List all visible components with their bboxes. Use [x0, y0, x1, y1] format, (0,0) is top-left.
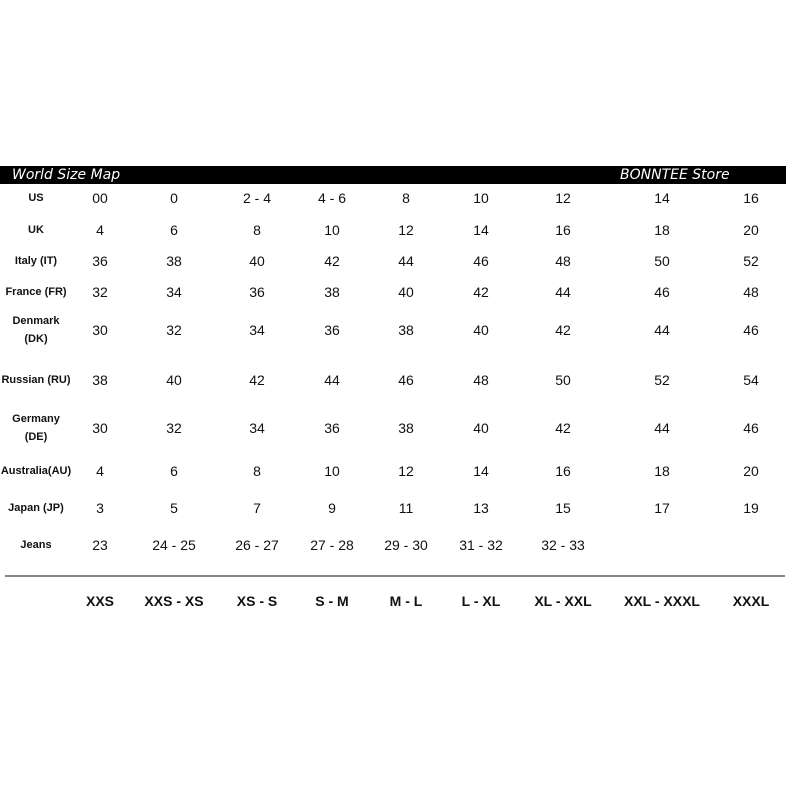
table-cell: 38	[324, 284, 340, 300]
row-label-line: UK	[28, 224, 44, 236]
table-cell: 40	[249, 253, 265, 269]
table-cell: 38	[166, 253, 182, 269]
table-cell: 40	[473, 322, 489, 338]
table-cell: 31 - 32	[459, 537, 503, 553]
table-cell: 32	[166, 420, 182, 436]
table-cell: 15	[555, 500, 571, 516]
table-cell: 34	[166, 284, 182, 300]
table-cell: 48	[473, 372, 489, 388]
table-cell: 44	[555, 284, 571, 300]
table-cell: 12	[398, 463, 414, 479]
size-label: M - L	[389, 593, 423, 609]
table-cell: 44	[324, 372, 340, 388]
table-cell: 17	[654, 500, 670, 516]
table-cell: 10	[324, 222, 340, 238]
row-label-line: France (FR)	[5, 286, 67, 298]
table-cell: 40	[166, 372, 182, 388]
table-cell: 54	[743, 372, 759, 388]
table-cell: 10	[473, 190, 489, 206]
table-cell: 42	[555, 322, 571, 338]
divider	[5, 575, 785, 577]
row-label-line: (DE)	[24, 431, 48, 443]
table-cell: 7	[253, 500, 261, 516]
table-cell: 40	[398, 284, 414, 300]
table-cell: 14	[654, 190, 670, 206]
size-label: XXS - XS	[144, 593, 204, 609]
table-cell: 00	[92, 190, 108, 206]
table-cell: 44	[654, 420, 670, 436]
table-cell: 11	[398, 500, 414, 516]
table-cell: 46	[473, 253, 489, 269]
table-cell: 4	[96, 222, 104, 238]
table-cell: 32	[166, 322, 182, 338]
table-cell: 18	[654, 222, 670, 238]
table-cell: 9	[328, 500, 336, 516]
table-cell: 2 - 4	[242, 190, 271, 206]
store-name: BONNTEE Store	[620, 167, 730, 183]
table-cell: 30	[92, 322, 108, 338]
table-cell: 48	[555, 253, 571, 269]
table-cell: 14	[473, 463, 489, 479]
chart-title: World Size Map	[12, 167, 121, 183]
table-cell: 42	[249, 372, 265, 388]
row-label-line: US	[28, 192, 44, 204]
row-label-line: Italy (IT)	[14, 255, 58, 267]
table-cell: 38	[398, 420, 414, 436]
table-cell: 24 - 25	[152, 537, 196, 553]
size-label: XS - S	[236, 593, 278, 609]
table-cell: 52	[743, 253, 759, 269]
table-cell: 42	[555, 420, 571, 436]
table-cell: 8	[402, 190, 410, 206]
table-cell: 8	[253, 463, 261, 479]
table-cell: 14	[473, 222, 489, 238]
table-cell: 3	[96, 500, 104, 516]
row-label-line: Russian (RU)	[1, 374, 71, 386]
table-cell: 46	[398, 372, 414, 388]
table-cell: 4 - 6	[317, 190, 346, 206]
table-cell: 26 - 27	[235, 537, 279, 553]
table-cell: 44	[398, 253, 414, 269]
table-cell: 40	[473, 420, 489, 436]
table-cell: 36	[324, 420, 340, 436]
table-cell: 46	[654, 284, 670, 300]
size-label: XXS	[85, 593, 114, 609]
table-cell: 27 - 28	[310, 537, 354, 553]
table-cell: 50	[555, 372, 571, 388]
table-cell: 44	[654, 322, 670, 338]
table-cell: 13	[473, 500, 489, 516]
row-label-line: Jeans	[20, 539, 52, 551]
size-label: L - XL	[461, 593, 501, 609]
table-cell: 18	[654, 463, 670, 479]
table-cell: 23	[92, 537, 108, 553]
row-label-line: (DK)	[24, 333, 48, 345]
table-cell: 34	[249, 420, 265, 436]
table-cell: 12	[555, 190, 571, 206]
row-label-line: Germany	[12, 413, 60, 425]
table-cell: 38	[92, 372, 108, 388]
table-cell: 42	[324, 253, 340, 269]
size-label: XL - XXL	[534, 593, 592, 609]
table-cell: 16	[555, 222, 571, 238]
table-cell: 6	[170, 222, 178, 238]
table-cell: 20	[743, 222, 759, 238]
row-label-line: Japan (JP)	[8, 502, 64, 514]
size-label: XXXL	[732, 593, 770, 609]
table-cell: 38	[398, 322, 414, 338]
table-cell: 34	[249, 322, 265, 338]
table-cell: 5	[170, 500, 178, 516]
table-cell: 32	[92, 284, 108, 300]
table-cell: 46	[743, 420, 759, 436]
table-cell: 36	[92, 253, 108, 269]
table-cell: 16	[743, 190, 759, 206]
size-label: S - M	[315, 593, 349, 609]
table-cell: 10	[324, 463, 340, 479]
table-cell: 30	[92, 420, 108, 436]
table-cell: 12	[398, 222, 414, 238]
table-cell: 52	[654, 372, 670, 388]
table-cell: 4	[96, 463, 104, 479]
table-cell: 19	[743, 500, 759, 516]
size-label: XXL - XXXL	[624, 593, 700, 609]
table-cell: 36	[249, 284, 265, 300]
table-cell: 50	[654, 253, 670, 269]
table-cell: 20	[743, 463, 759, 479]
row-label-line: Australia(AU)	[0, 465, 72, 477]
row-label-line: Denmark	[12, 315, 60, 327]
table-cell: 16	[555, 463, 571, 479]
table-cell: 46	[743, 322, 759, 338]
table-cell: 29 - 30	[384, 537, 428, 553]
table-cell: 6	[170, 463, 178, 479]
table-cell: 32 - 33	[541, 537, 585, 553]
table-cell: 48	[743, 284, 759, 300]
table-cell: 36	[324, 322, 340, 338]
table-cell: 8	[253, 222, 261, 238]
table-cell: 42	[473, 284, 489, 300]
table-cell: 0	[170, 190, 178, 206]
